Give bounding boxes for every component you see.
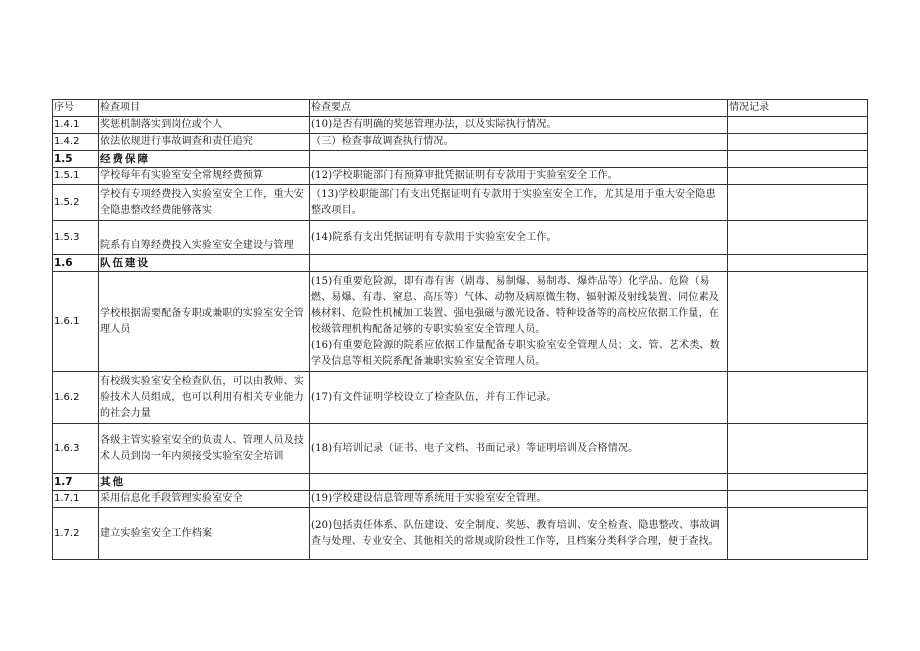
header-record: 情况记录: [728, 100, 868, 117]
section-title: 经费保障: [99, 151, 310, 168]
header-point: 检查要点: [310, 100, 728, 117]
table-row: [53, 185, 868, 221]
row-record: [728, 221, 868, 255]
row-item: 学校每年有实验室安全常规经费预算: [99, 168, 310, 185]
table-row: [53, 117, 868, 134]
row-item: 建立实验室安全工作档案: [99, 508, 310, 560]
row-point: (17)有文件证明学校设立了检查队伍，并有工作记录。: [310, 372, 728, 424]
row-record: [728, 185, 868, 221]
row-id: 1.6.3: [53, 424, 99, 474]
row-item: 奖惩机制落实到岗位或个人: [99, 117, 310, 134]
table-row: [53, 424, 868, 474]
table-row: [53, 134, 868, 151]
section-row: [53, 255, 868, 272]
row-item: 有校级实验室安全检查队伍，可以由教师、实验技术人员组成，也可以利用有相关专业能力的社会力量: [99, 372, 310, 424]
row-point: （13)学校职能部门有支出凭据证明有专款用于实验室安全工作，尤其是用于重大安全隐患整改项目。: [310, 185, 728, 221]
row-point: (19)学校建设信息管理等系统用于实验室安全管理。: [310, 491, 728, 508]
row-point: (10)是否有明确的奖惩管理办法，以及实际执行情况。: [310, 117, 728, 134]
table-row: [53, 491, 868, 508]
table-row: [53, 508, 868, 560]
section-row: [53, 151, 868, 168]
row-record: [728, 372, 868, 424]
inspection-table: [52, 99, 868, 560]
row-record: [728, 272, 868, 372]
point-text: (15)有重要危险源，即有毒有害（剧毒、易制爆、易制毒、爆炸品等）化学品、危险（易燃、易爆、有毒、窒息、高压等）气体、动物及病原微生物、辐射源及射线装置、同位素及核材料、危险性机械加工装置、强电强磁与激光设备、特种设备等的高校应依据工作量，在校级管理机构配备足够的专职实验室安全管理人员。: [311, 275, 719, 335]
row-id: 1.4.1: [53, 117, 99, 134]
row-record: [728, 508, 868, 560]
row-item: 院系有自筹经费投入实验室安全建设与管理: [99, 221, 310, 255]
section-title: 队伍建设: [99, 255, 310, 272]
section-id: 1.6: [53, 255, 99, 272]
header-item: 检查项目: [99, 100, 310, 117]
row-id: 1.7.2: [53, 508, 99, 560]
row-record: [728, 424, 868, 474]
point-text: (16)有重要危险源的院系应依据工作量配备专职实验室安全管理人员；文、管、艺术类、数学及信息等相关院系配备兼职实验室安全管理人员。: [311, 339, 720, 367]
row-item: 学校有专项经费投入实验室安全工作，重大安全隐患整改经费能够落实: [99, 185, 310, 221]
row-record: [728, 491, 868, 508]
section-title: 其他: [99, 474, 310, 491]
table-row: [53, 372, 868, 424]
row-id: 1.5.1: [53, 168, 99, 185]
row-record: [728, 168, 868, 185]
row-point: (14)院系有支出凭据证明有专款用于实验室安全工作。: [310, 221, 728, 255]
row-id: 1.7.1: [53, 491, 99, 508]
header-id: 序号: [53, 100, 99, 117]
table-row: [53, 168, 868, 185]
row-item: 采用信息化手段管理实验室安全: [99, 491, 310, 508]
section-id: 1.7: [53, 474, 99, 491]
row-id: 1.5.3: [53, 221, 99, 255]
row-id: 1.4.2: [53, 134, 99, 151]
row-point: [310, 272, 728, 372]
row-id: 1.6.1: [53, 272, 99, 372]
row-point: （三）检查事故调查执行情况。: [310, 134, 728, 151]
row-id: 1.6.2: [53, 372, 99, 424]
row-record: [728, 117, 868, 134]
row-id: 1.5.2: [53, 185, 99, 221]
table-row: [53, 272, 868, 372]
row-item: 依法依规进行事故调查和责任追究: [99, 134, 310, 151]
row-point: (12)学校职能部门有预算审批凭据证明有专款用于实验室安全工作。: [310, 168, 728, 185]
row-item: 学校根据需要配备专职或兼职的实验室安全管理人员: [99, 272, 310, 372]
row-item: 各级主管实验室安全的负责人、管理人员及技术人员到岗一年内须接受实验室安全培训: [99, 424, 310, 474]
table-row: [53, 221, 868, 255]
table-header-row: [53, 100, 868, 117]
row-point: (20)包括责任体系、队伍建设、安全制度、奖惩、教育培训、安全检查、隐患整改、事故调查与处理、专业安全、其他相关的常规或阶段性工作等，且档案分类科学合理，便于查找。: [310, 508, 728, 560]
section-row: [53, 474, 868, 491]
row-point: (18)有培训记录（证书、电子文档、书面记录）等证明培训及合格情况。: [310, 424, 728, 474]
section-id: 1.5: [53, 151, 99, 168]
row-record: [728, 134, 868, 151]
